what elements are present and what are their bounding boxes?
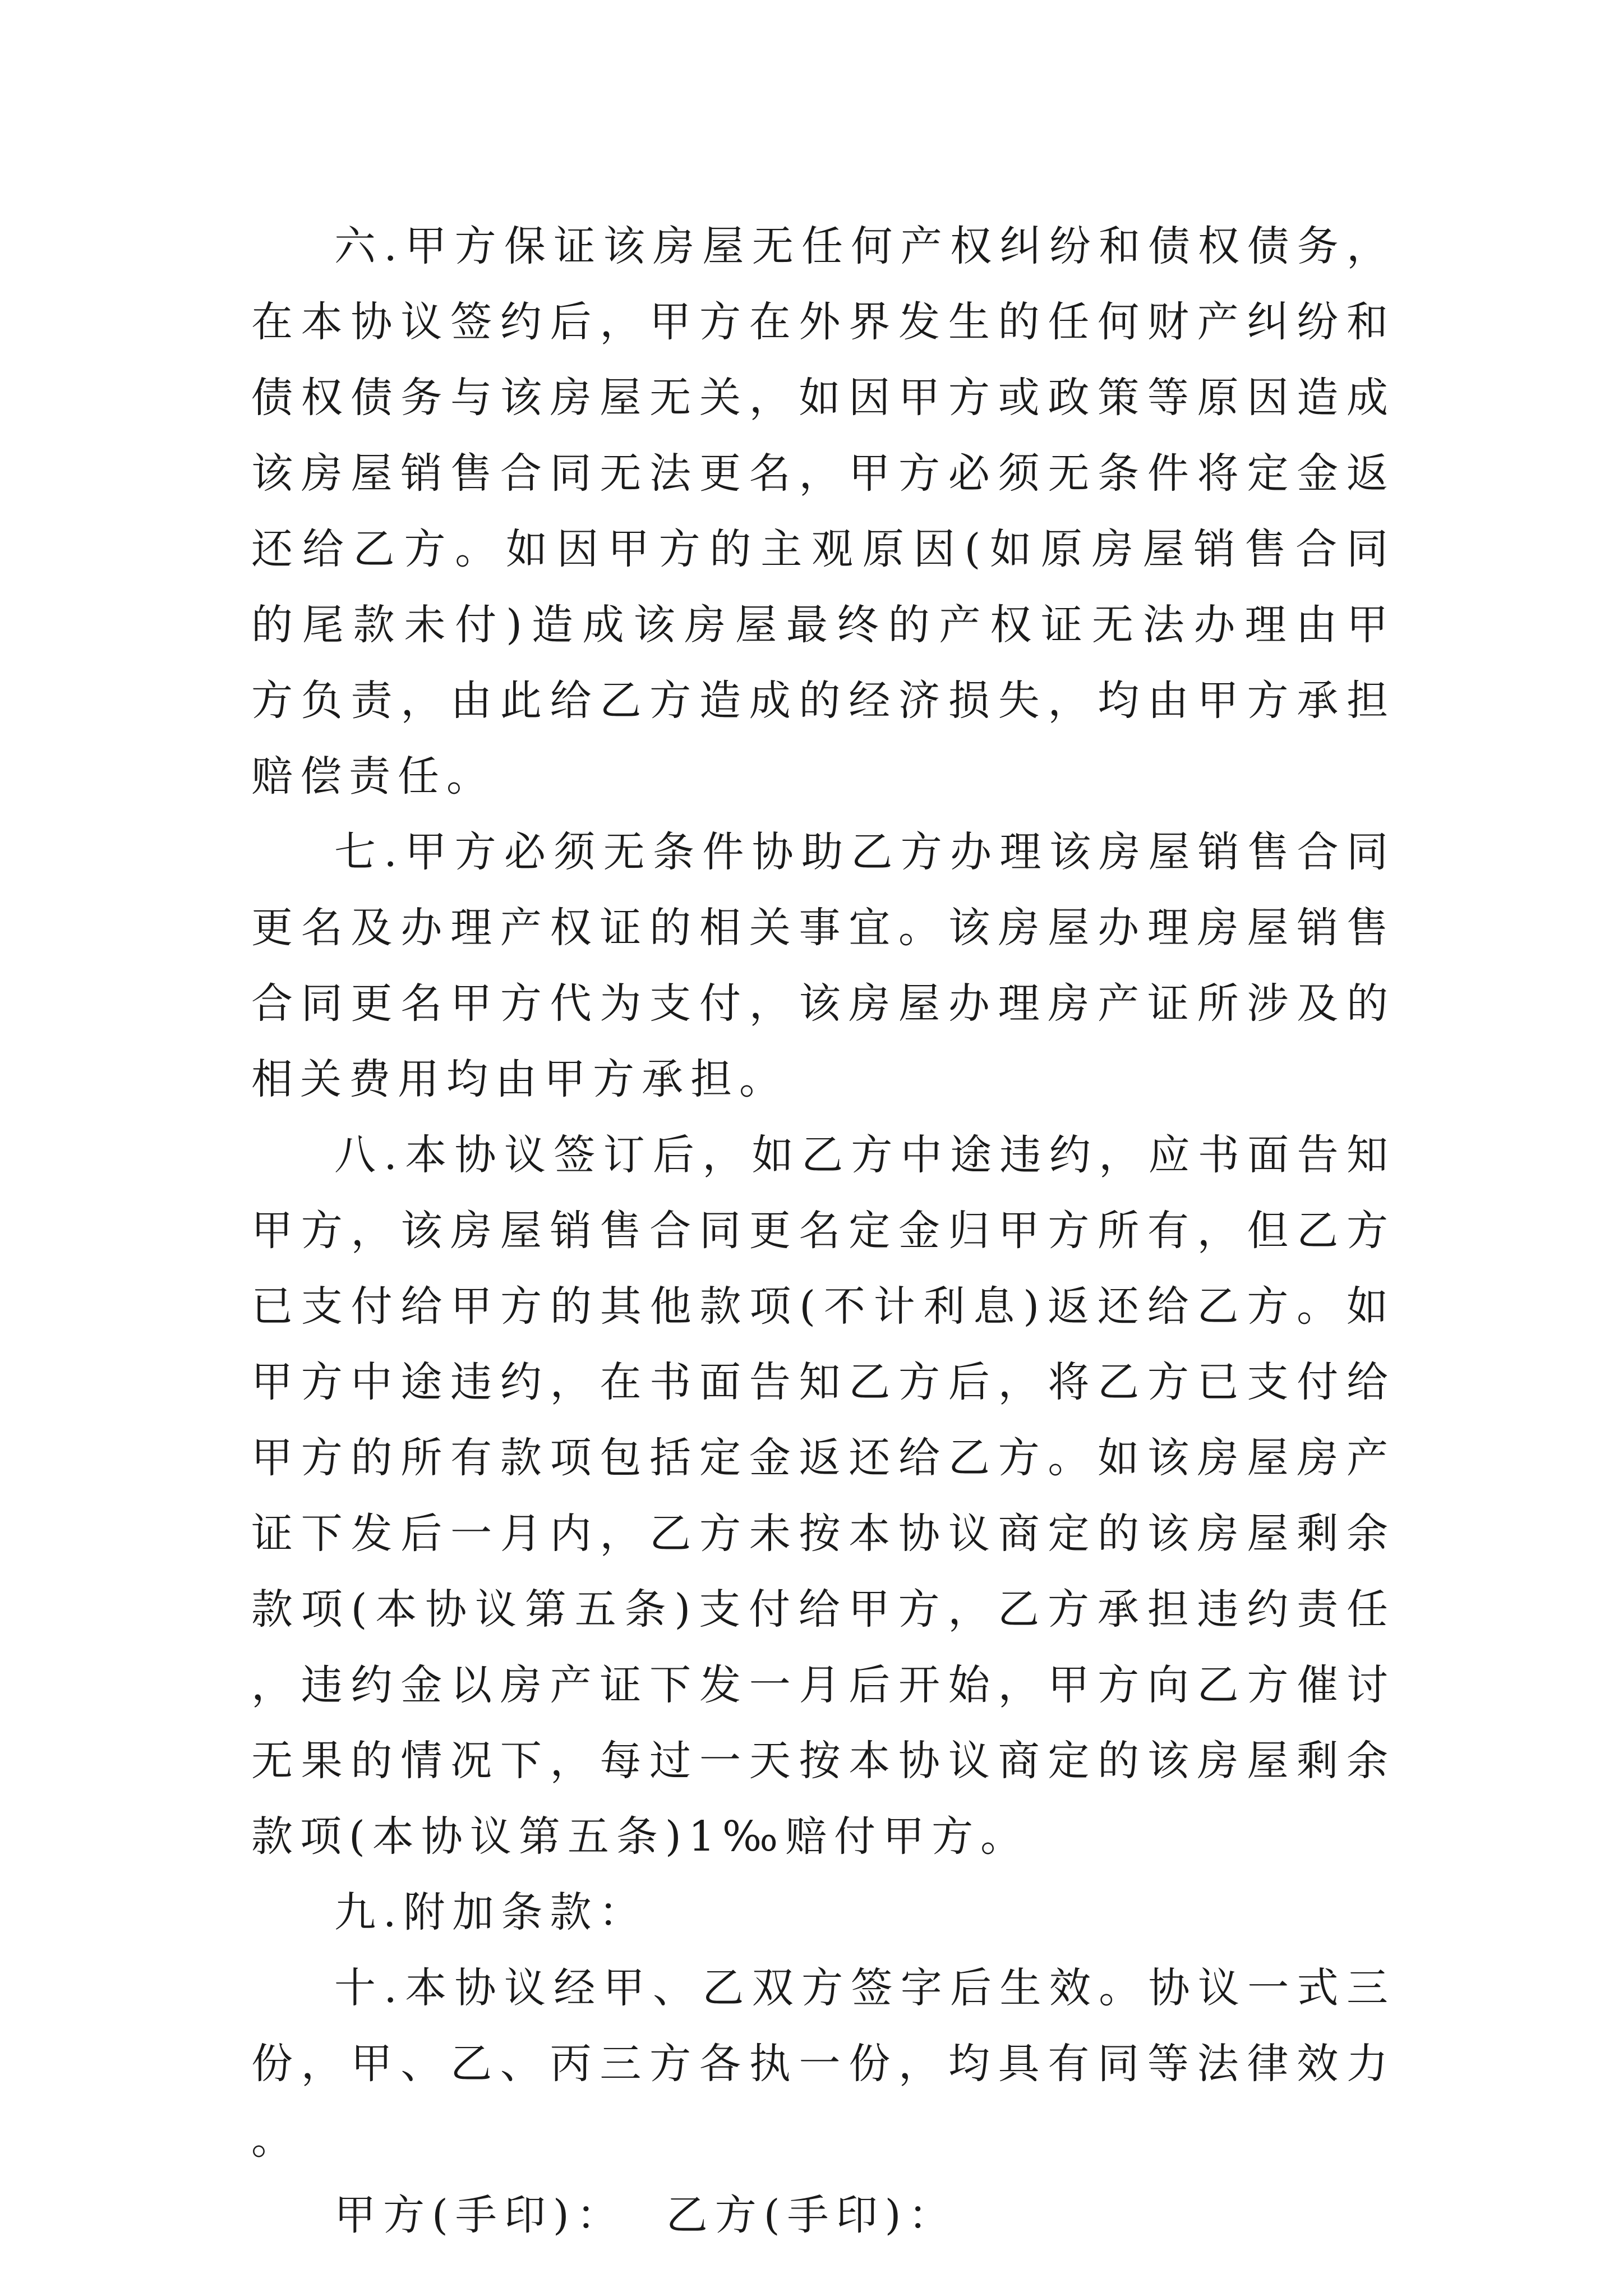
signature-line: 甲方(手印)： 乙方(手印)： [334,2191,957,2239]
clause-6-paragraph: 六.甲方保证该房屋无任何产权纠纷和债权债务，在本协议签约后，甲方在外界发生的任何财产纠纷和债权债务与该房屋无关，如因甲方或政策等原因造成该房屋销售合同无法更名，甲方必须无条件将定金返还给乙方。如因甲方的主观原因(如原房屋销售合同的尾款未付)造成该房屋最终的产权证无法办理由甲方负责，由此给乙方造成的经济损失，均由甲方承担赔偿责任。 [251,222,1395,800]
clause-8-paragraph: 八.本协议签订后，如乙方中途违约，应书面告知甲方，该房屋销售合同更名定金归甲方所有，但乙方已支付给甲方的其他款项(不计利息)返还给乙方。如甲方中途违约，在书面告知乙方后，将乙方已支付给甲方的所有款项包括定金返还给乙方。如该房屋房产证下发后一月内，乙方未按本协议商定的该房屋剩余款项(本协议第五条)支付给甲方，乙方承担违约责任，违约金以房产证下发一月后开始，甲方向乙方催讨无果的情况下，每过一天按本协议商定的该房屋剩余款项(本协议第五条)1‰赔付甲方。 [251,1131,1395,1861]
document-body [251,209,1395,2253]
clause-7-paragraph: 七.甲方必须无条件协助乙方办理该房屋销售合同更名及办理产权证的相关事宜。该房屋办理房屋销售合同更名甲方代为支付，该房屋办理房产证所涉及的相关费用均由甲方承担。 [251,828,1395,1103]
clause-9-paragraph: 九.附加条款： [334,1888,648,1936]
clause-10-paragraph: 十.本协议经甲、乙双方签字后生效。协议一式三份，甲、乙、丙三方各执一份，均具有同等法律效力。 [251,1964,1395,2164]
